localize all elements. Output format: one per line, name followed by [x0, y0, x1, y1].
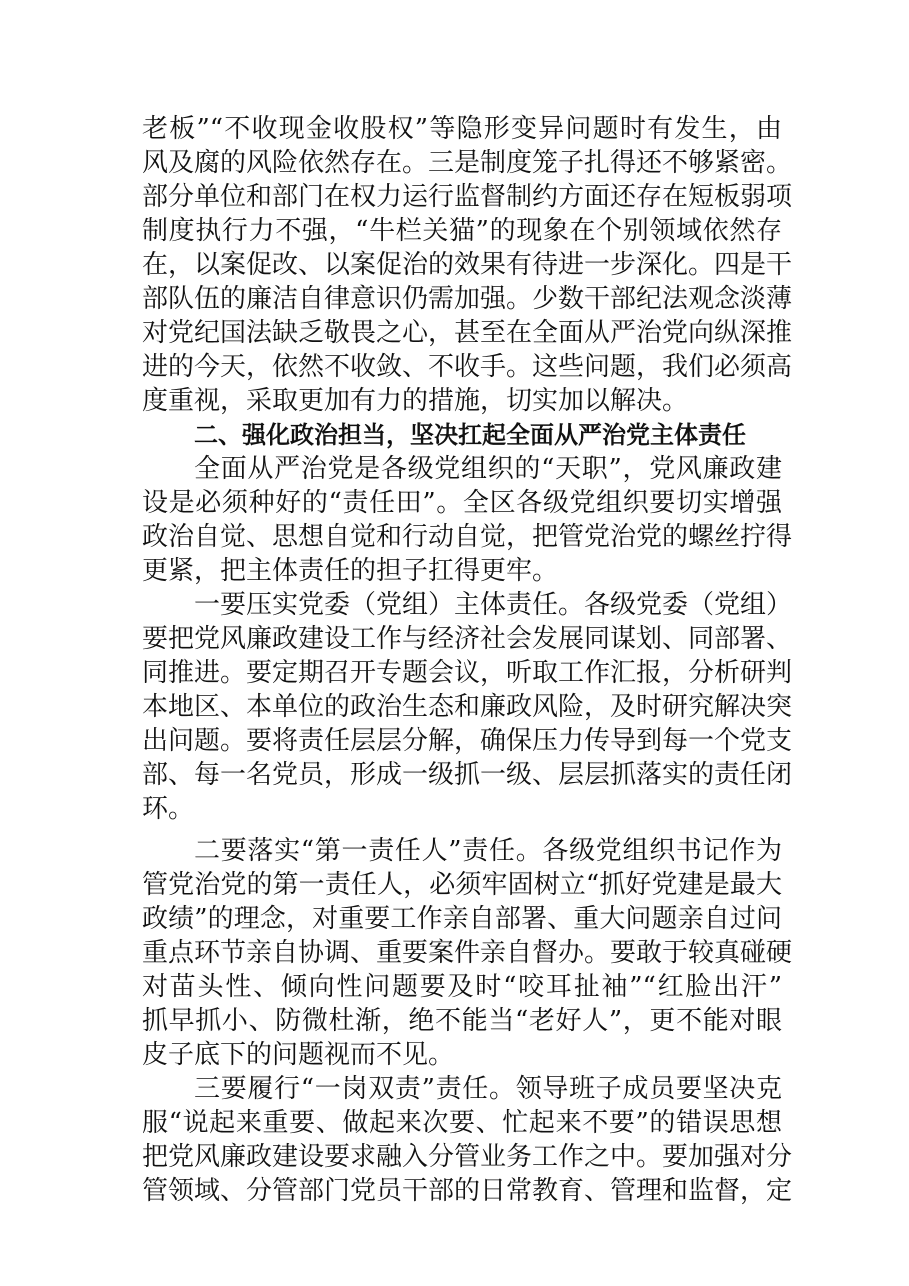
paragraph [142, 112, 793, 418]
text-line: 部、每一名党员，形成一级抓一级、层层抓落实的责任闭 [142, 760, 793, 790]
text-line: 三要履行“一岗双责”责任。领导班子成员要坚决克 [194, 1074, 782, 1104]
text-line: 对党纪国法缺乏敬畏之心，甚至在全面从严治党向纵深推 [142, 318, 793, 348]
text-line: 皮子底下的问题视而不见。 [142, 1040, 455, 1070]
text-line: 设是必须种好的“责任田”。全区各级党组织要切实增强 [142, 488, 782, 518]
text-line: 本地区、本单位的政治生态和廉政风险，及时研究解决突 [142, 692, 793, 722]
text-line: 重点环节亲自协调、重要案件亲自督办。要敢于较真碰硬 [142, 938, 793, 968]
paragraph [142, 452, 793, 588]
text-line: 度重视，采取更加有力的措施，切实加以解决。 [142, 386, 689, 416]
text-line: 管党治党的第一责任人，必须牢固树立“抓好党建是最大 [142, 870, 782, 900]
text-line: 二要落实“第一责任人”责任。各级党组织书记作为 [194, 836, 782, 866]
text-line: 环。 [142, 794, 195, 824]
text-line: 管领域、分管部门党员干部的日常教育、管理和监督，定 [142, 1176, 793, 1206]
text-line: 全面从严治党是各级党组织的“天职”，党风廉政建 [194, 454, 782, 484]
text-line: 风及腐的风险依然存在。三是制度笼子扎得还不够紧密。 [142, 148, 793, 178]
text-line: 服“说起来重要、做起来次要、忙起来不要”的错误思想 [142, 1108, 782, 1138]
document-body [142, 112, 793, 1208]
section-heading [142, 418, 782, 452]
text-line: 对苗头性、倾向性问题要及时“咬耳扯袖”“红脸出汗” [142, 972, 782, 1002]
paragraph [142, 588, 793, 826]
text-line: 政治自觉、思想自觉和行动自觉，把管党治党的螺丝拧得 [142, 522, 793, 552]
text-line: 一要压实党委（党组）主体责任。各级党委（党组） [194, 590, 793, 620]
text-line: 抓早抓小、防微杜渐，绝不能当“老好人”，更不能对眼 [142, 1006, 782, 1036]
text-line: 出问题。要将责任层层分解，确保压力传导到每一个党支 [142, 726, 793, 756]
text-line: 更紧，把主体责任的担子扛得更牢。 [142, 556, 559, 586]
paragraph [142, 834, 793, 1072]
text-line: 制度执行力不强，“牛栏关猫”的现象在个别领域依然存 [142, 216, 782, 246]
text-line: 部分单位和部门在权力运行监督制约方面还存在短板弱项 [142, 182, 793, 212]
text-line: 要把党风廉政建设工作与经济社会发展同谋划、同部署、 [142, 624, 793, 654]
text-line: 进的今天，依然不收敛、不收手。这些问题，我们必须高 [142, 352, 793, 382]
heading-line: 二、强化政治担当，坚决扛起全面从严治党主体责任 [194, 421, 746, 449]
text-line: 政绩”的理念，对重要工作亲自部署、重大问题亲自过问 [142, 904, 782, 934]
paragraph [142, 1072, 793, 1208]
text-line: 老板”“不收现金收股权”等隐形变异问题时有发生，由 [142, 114, 782, 144]
text-line: 把党风廉政建设要求融入分管业务工作之中。要加强对分 [142, 1142, 793, 1172]
text-line: 部队伍的廉洁自律意识仍需加强。少数干部纪法观念淡薄 [142, 284, 793, 314]
text-line: 同推进。要定期召开专题会议，听取工作汇报，分析研判 [142, 658, 793, 688]
text-line: 在，以案促改、以案促治的效果有待进一步深化。四是干 [142, 250, 793, 280]
